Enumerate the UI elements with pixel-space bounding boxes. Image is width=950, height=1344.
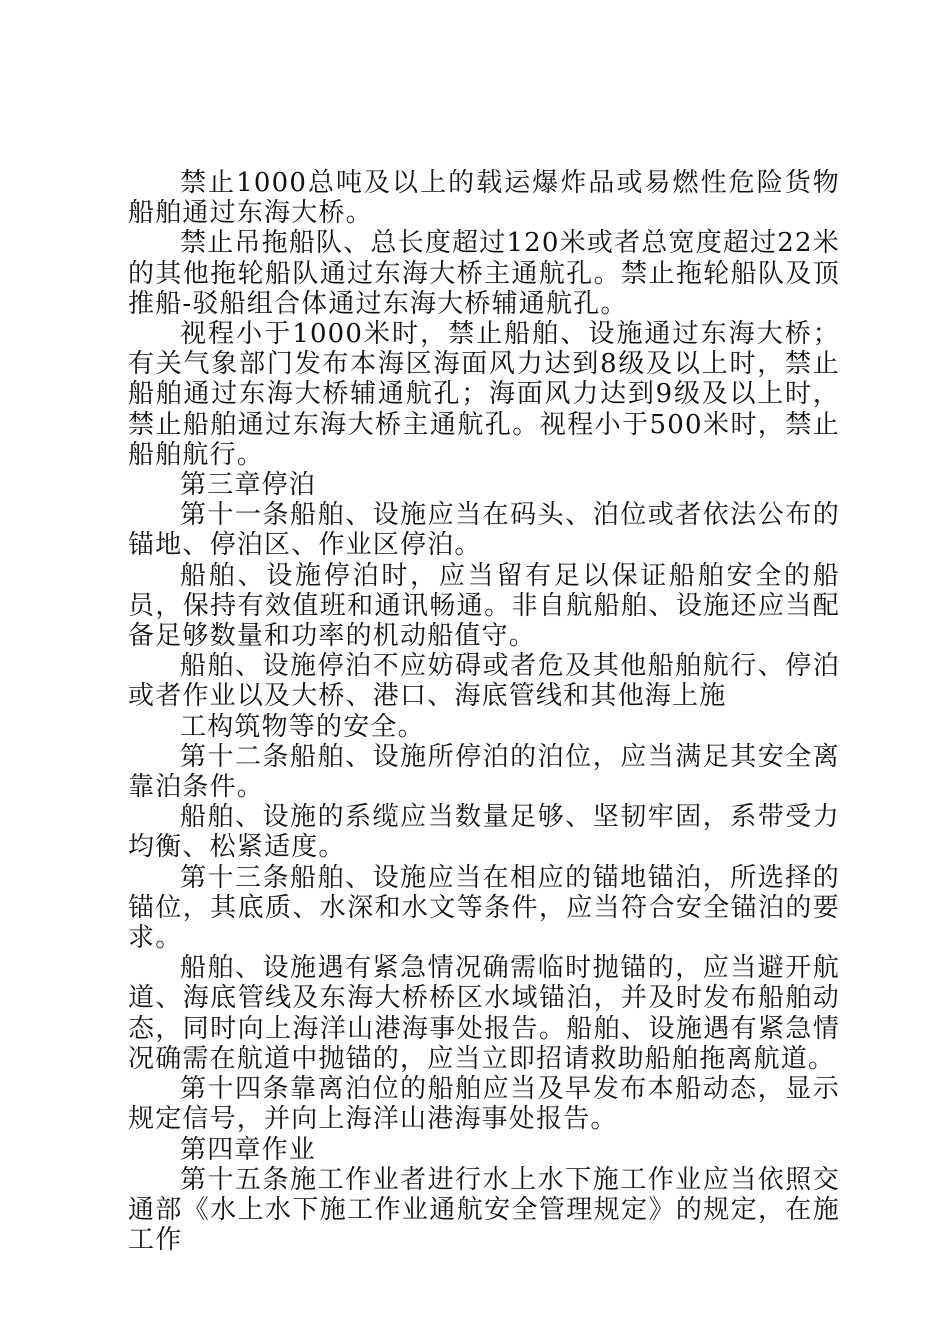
paragraph-mooring-crew: 船舶、设施停泊时，应当留有足以保证船舶安全的船员，保持有效值班和通讯畅通。非自航船舶、设施还应当配备足够数量和功率的机动船值守。: [128, 560, 840, 652]
paragraph-emergency-anchoring: 船舶、设施遇有紧急情况确需临时抛锚的，应当避开航道、海底管线及东海大桥桥区水域锚泊，并及时发布船舶动态，同时向上海洋山港海事处报告。船舶、设施遇有紧急情况确需在航道中抛锚的，应当立即招请救助船舶拖离航道。: [128, 953, 840, 1074]
paragraph-article-14: 第十四条靠离泊位的船舶应当及早发布本船动态，显示规定信号，并向上海洋山港海事处报告。: [128, 1074, 840, 1135]
paragraph-article-13: 第十三条船舶、设施应当在相应的锚地锚泊，所选择的锚位，其底质、水深和水文等条件，应当符合安全锚泊的要求。: [128, 862, 840, 954]
chapter-heading-operations: 第四章作业: [180, 1134, 317, 1165]
paragraph-mooring-obstruction: 船舶、设施停泊不应妨碍或者危及其他船舶航行、停泊或者作业以及大桥、港口、海底管线和其他海上施: [128, 651, 840, 712]
paragraph-visibility-wind: 视程小于1000米时，禁止船舶、设施通过东海大桥；有关气象部门发布本海区海面风力达到8级及以上时，禁止船舶通过东海大桥辅通航孔；海面风力达到9级及以上时，禁止船舶通过东海大桥主通航孔。视程小于500米时，禁止船舶航行。: [128, 319, 840, 470]
paragraph-article-11: 第十一条船舶、设施应当在码头、泊位或者依法公布的锚地、停泊区、作业区停泊。: [128, 500, 840, 561]
paragraph-tow-fleet-ban: 禁止吊拖船队、总长度超过120米或者总宽度超过22米的其他拖轮船队通过东海大桥主通航孔。禁止拖轮船队及顶推船-驳船组合体通过东海大桥辅通航孔。: [128, 228, 840, 319]
paragraph-mooring-lines: 船舶、设施的系缆应当数量足够、坚韧牢固，系带受力均衡、松紧适度。: [128, 802, 840, 863]
paragraph-article-15: 第十五条施工作业者进行水上水下施工作业应当依照交通部《水上水下施工作业通航安全管理规定》的规定，在施工作: [128, 1164, 840, 1256]
paragraph-explosives-ban: 禁止1000总吨及以上的载运爆炸品或易燃性危险货物船舶通过东海大桥。: [128, 168, 840, 229]
paragraph-article-12: 第十二条船舶、设施所停泊的泊位，应当满足其安全离靠泊条件。: [128, 741, 840, 803]
document-body: [128, 168, 840, 1255]
chapter-heading-mooring: 第三章停泊: [180, 470, 317, 501]
paragraph-structures-safety: 工构筑物等的安全。: [180, 711, 425, 742]
